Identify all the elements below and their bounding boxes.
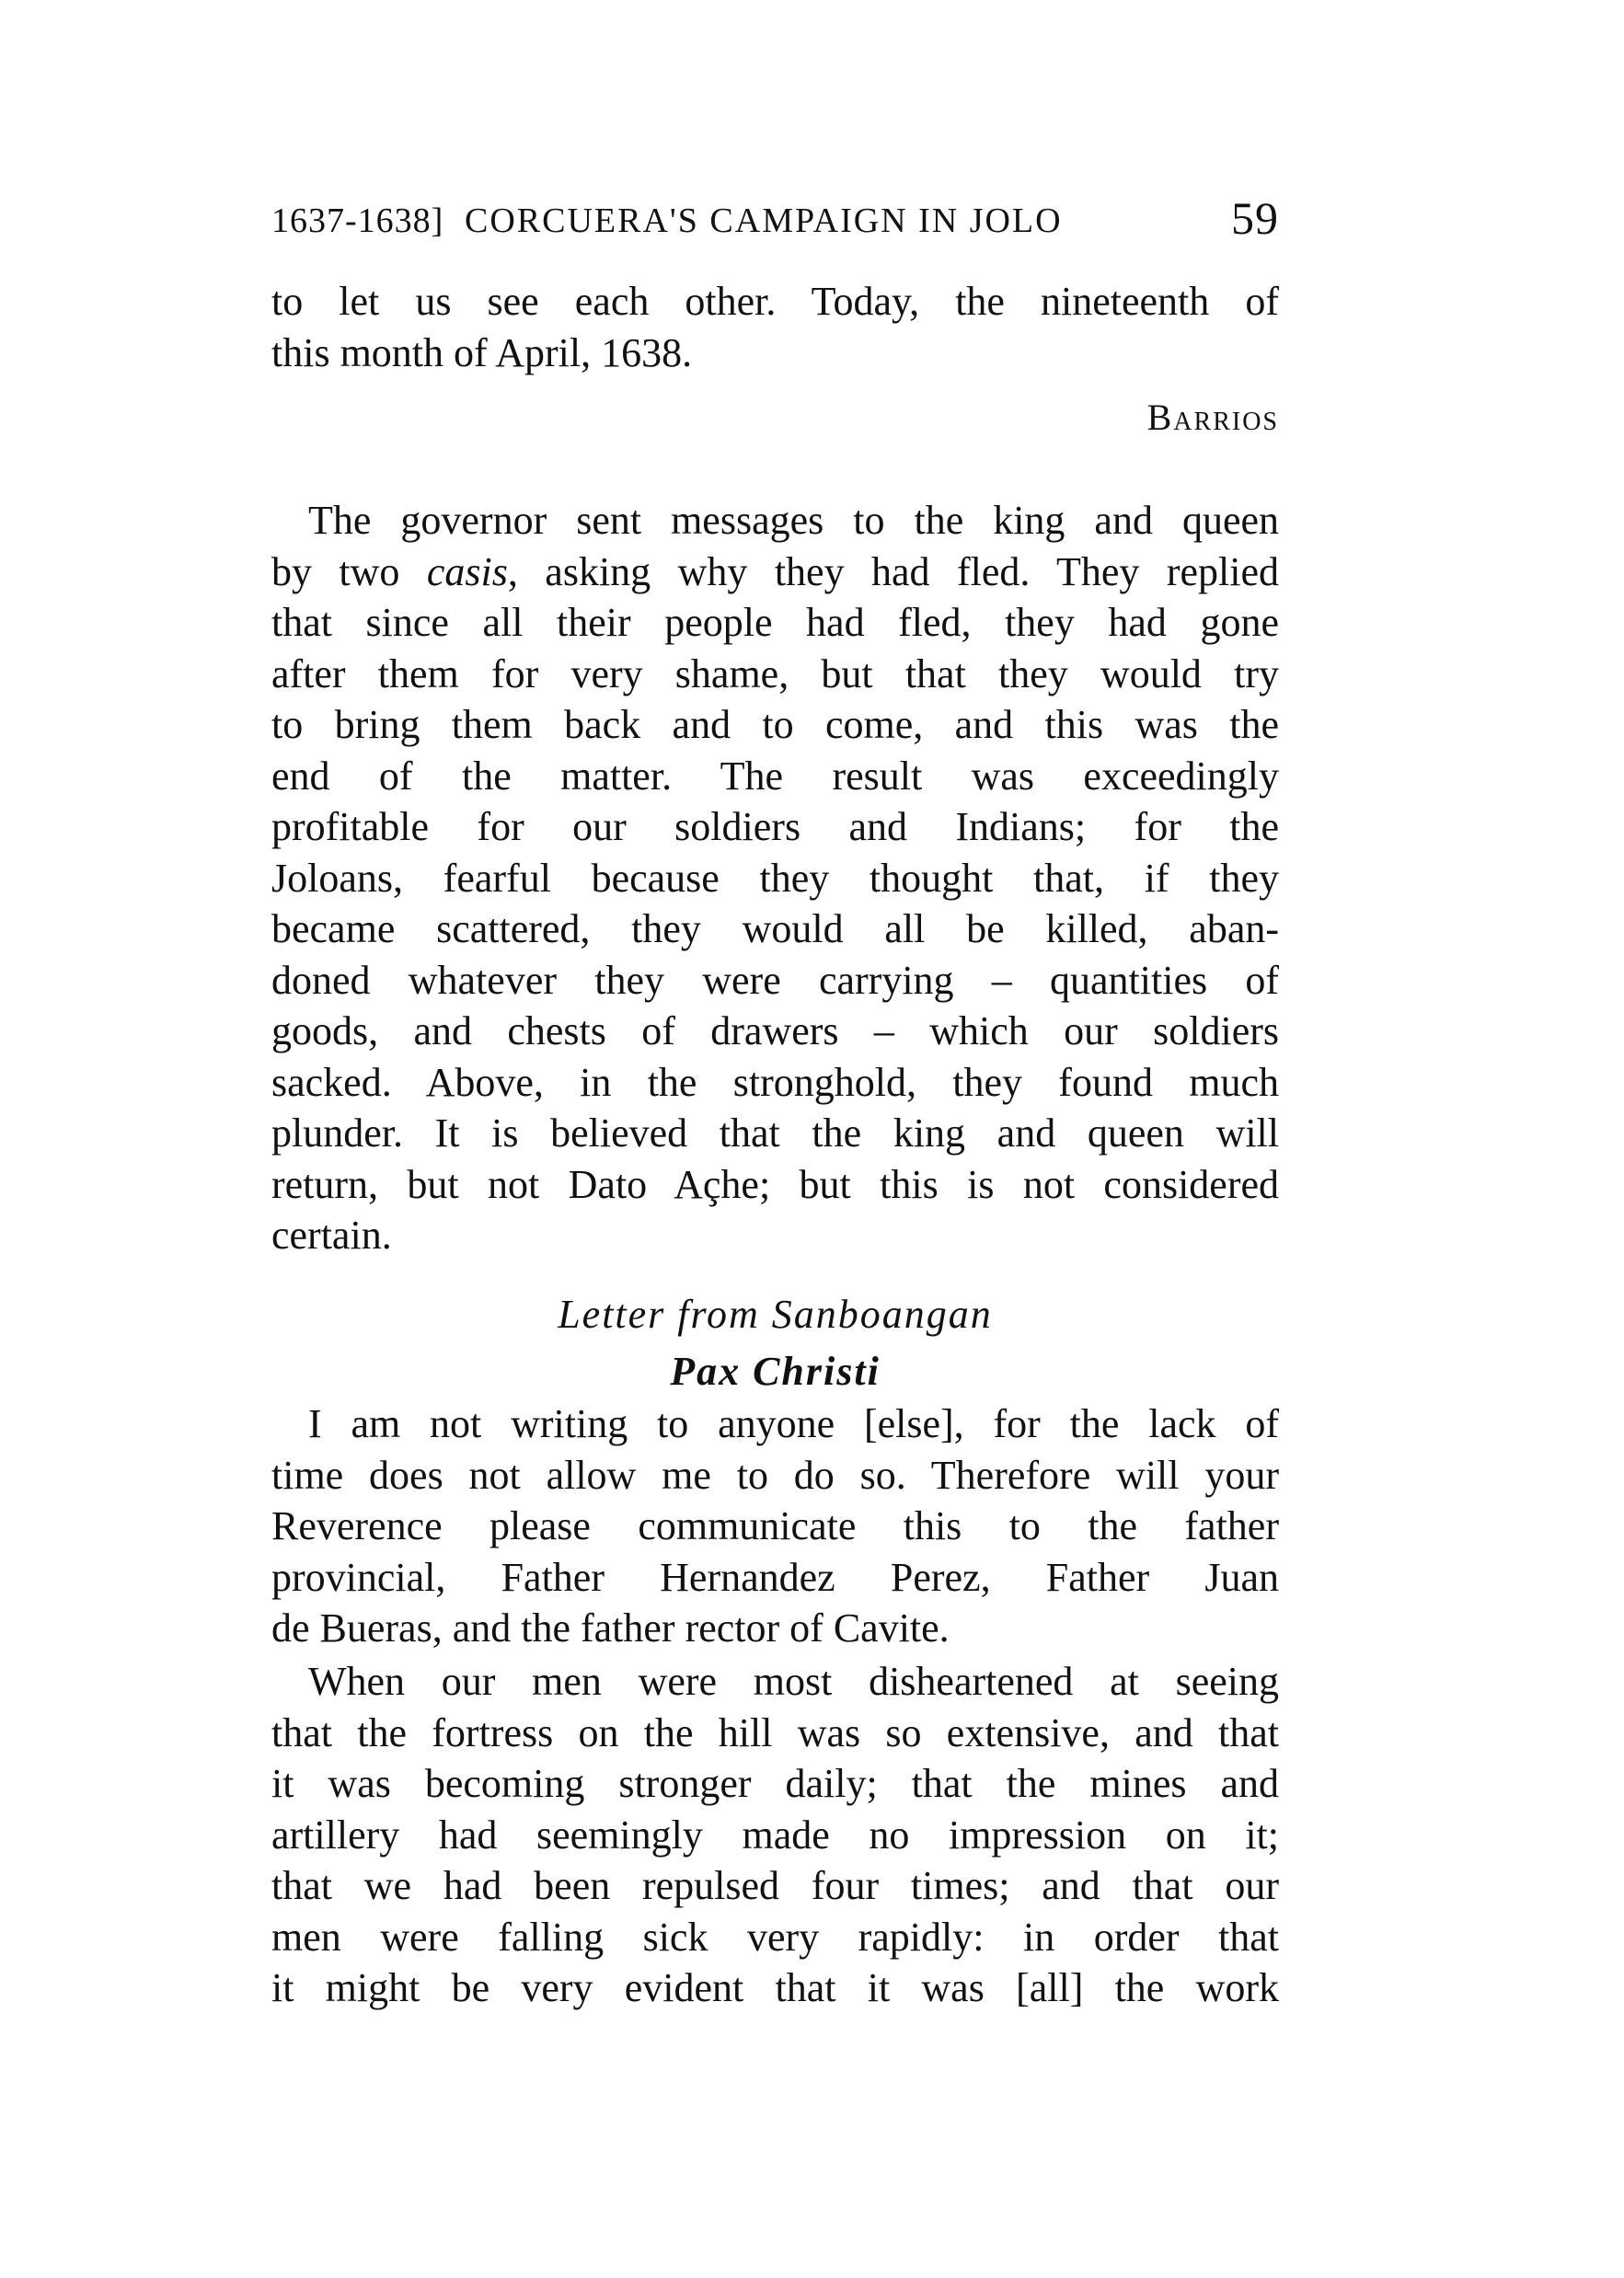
- text-line: it might be very evident that it was [all] the work: [271, 1965, 1279, 2010]
- text-line: became scattered, they would all be killed, aban-: [271, 906, 1279, 951]
- text-line: after them for very shame, but that they would try: [271, 650, 1279, 696]
- text-line: that we had been repulsed four times; and that our: [271, 1863, 1279, 1908]
- text-line: to let us see each other. Today, the nineteenth of: [271, 279, 1279, 324]
- text-line: sacked. Above, in the stronghold, they found much: [271, 1059, 1279, 1105]
- text-line: end of the matter. The result was exceedingly: [271, 753, 1279, 799]
- text-line: this month of April, 1638.: [271, 329, 693, 375]
- text-line: that the fortress on the hill was so extensive, and that: [271, 1709, 1279, 1755]
- text-line: goods, and chests of drawers – which our soldiers: [271, 1008, 1279, 1053]
- text-line: that since all their people had fled, they had gone: [271, 600, 1279, 645]
- text-line: time does not allow me to do so. Therefore will your: [271, 1452, 1279, 1498]
- text-line: men were falling sick very rapidly: in order that: [271, 1914, 1279, 1960]
- text-line: provincial, Father Hernandez Perez, Father Juan: [271, 1554, 1279, 1600]
- paragraph-governor: [271, 495, 1279, 1261]
- text-line: artillery had seemingly made no impression on it;: [271, 1812, 1279, 1858]
- text-line: I am not writing to anyone [else], for the lack of: [308, 1401, 1279, 1446]
- letter-heading-title: Letter from Sanboangan: [558, 1292, 993, 1337]
- running-header: [271, 191, 1279, 247]
- paragraph-not-writing: [271, 1398, 1279, 1654]
- header-running-title: CORCUERA'S CAMPAIGN IN JOLO: [465, 201, 1063, 240]
- signature-barrios: Barrios: [1146, 397, 1279, 438]
- paragraph-disheartened: [271, 1656, 1279, 2014]
- text-line: profitable for our soldiers and Indians; for the: [271, 804, 1279, 849]
- letter-heading-salutation: Pax Christi: [670, 1349, 881, 1394]
- text-line: plunder. It is believed that the king and queen will: [271, 1110, 1279, 1156]
- text-block-continuation: [271, 276, 1279, 378]
- text-line: Reverence please communicate this to the father: [271, 1503, 1279, 1548]
- text-line: to bring them back and to come, and this was the: [271, 702, 1279, 747]
- text-line: Joloans, fearful because they thought that, if they: [271, 855, 1279, 901]
- text-line: When our men were most disheartened at seeing: [308, 1659, 1279, 1704]
- text-line: doned whatever they were carrying – quantities of: [271, 957, 1279, 1003]
- text-line-with-italic: by two casis, asking why they had fled. They replied: [271, 548, 1279, 594]
- text-line: The governor sent messages to the king and queen: [308, 498, 1279, 543]
- text-line: it was becoming stronger daily; that the mines and: [271, 1761, 1279, 1806]
- text-line: de Bueras, and the father rector of Cavite.: [271, 1605, 950, 1651]
- text-line: return, but not Dato Açhe; but this is not considered: [271, 1161, 1279, 1207]
- header-date-range: 1637-1638]: [271, 201, 444, 240]
- italic-word: casis: [426, 548, 508, 594]
- page-number: 59: [1231, 192, 1279, 244]
- text-line: certain.: [271, 1213, 392, 1258]
